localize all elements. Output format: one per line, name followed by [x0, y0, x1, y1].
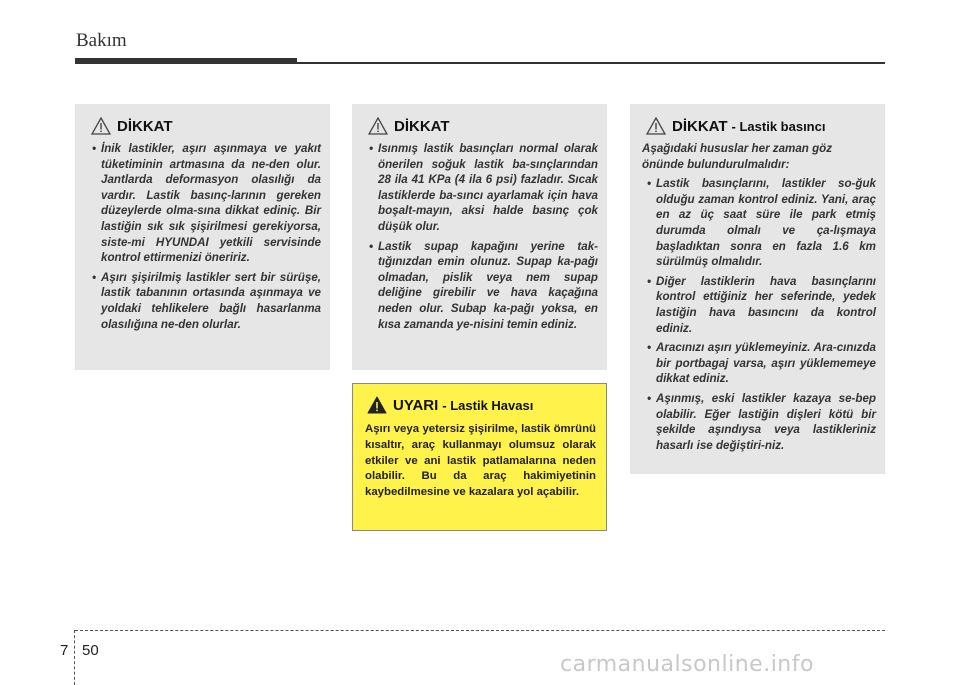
- caution-3-list: [642, 176, 876, 453]
- page-number: 50: [82, 642, 99, 659]
- caution-3-intro: Aşağıdaki hususlar her zaman göz önünde bulundurulmalıdır:: [642, 142, 833, 171]
- caution-box-1-title: [91, 117, 321, 135]
- caution-label: DİKKAT: [672, 117, 728, 135]
- chapter-number: 7: [60, 642, 69, 659]
- footer-rule: [75, 630, 885, 632]
- list-item: • Aşırı şişirilmiş lastikler sert bir sürüşe, lastik tabanının ortasında aşınmaya ve yoldaki tehlikelere bağlı hasarlanma olasılığına ne-den olurlar.: [87, 270, 321, 332]
- header-rule: [297, 62, 885, 64]
- header-bar: [75, 58, 297, 64]
- caution-box-1: [75, 104, 330, 370]
- caution-label: DİKKAT: [117, 117, 173, 135]
- caution-2-list: [364, 141, 598, 332]
- warning-triangle-icon: [367, 396, 387, 414]
- caution-box-2-title: [368, 117, 598, 135]
- caution-box-2: [352, 104, 607, 370]
- list-item: • Lastik basınçlarını, lastikler so-ğuk olduğu zaman kontrol ediniz. Yani, araç en az üç saat süre ile park etmiş durumda olmalı ve ça-lışmaya başladıktan sonra en fazla 1.6 km sürülmüş olmalıdır.: [642, 176, 876, 270]
- list-item: • Aracınızı aşırı yüklemeyiniz. Ara-cınızda bir portbagaj varsa, aşırı yüklememeye dikkat ediniz.: [642, 340, 876, 387]
- caution-triangle-icon: [368, 117, 388, 135]
- caution-triangle-icon: [646, 117, 666, 135]
- list-item: • İnik lastikler, aşırı aşınmaya ve yakıt tüketiminin artmasına da ne-den olur. Jantlarda deformasyon olasılığı da vardır. Lastik basınç-larının gereken düzeylerde olma-sına dikkat ediniç. Bir lastiğin sık sık şişirilmesi gerekiyorsa, siste-mi HYUNDAI yetkili servisinde kontrol ettirmenizi öneririz.: [87, 141, 321, 266]
- list-item: • Diğer lastiklerin hava basınçlarını kontrol ettiğiniz her seferinde, yedek lastiğin hava basıncını da kontrol ediniz.: [642, 274, 876, 336]
- caution-triangle-icon: [91, 117, 111, 135]
- caution-label: DİKKAT: [394, 117, 450, 135]
- warning-box: [352, 383, 607, 531]
- list-item: • Isınmış lastik basınçları normal olarak önerilen soğuk lastik ba-sınçlarından 28 ila 41 KPa (4 ila 6 psi) fazladır. Sıcak lastiklerde ba-sıncı ayarlamak için hava boşalt-mayın, aksi halde basınç çok düşük olur.: [364, 141, 598, 235]
- footer-divider: [74, 630, 76, 685]
- caution-subtitle: - Lastik basıncı: [731, 118, 826, 134]
- warning-text: Aşırı veya yetersiz şişirilme, lastik ömrünü kısaltır, araç kullanmayı olumsuz olarak etkiler ve ani lastik patlamalarına neden olabilir. Bu da araç hakimiyetinin kaybedilmesine ve kazalara yol açabilir.: [365, 423, 596, 499]
- warning-label: UYARI: [393, 396, 439, 414]
- warning-title: [367, 396, 596, 414]
- caution-1-list: [87, 141, 321, 332]
- watermark: carmanualsonline.info: [560, 652, 814, 677]
- list-item: • Lastik supap kapağını yerine tak-tığınızdan emin olunuz. Supap ka-pağı olmadan, pislik veya nem supap deliğine girebilir ve hava kaçağına neden olur. Subap ka-pağı yoksa, en kısa zamanda ye-nisini temin ediniz.: [364, 239, 598, 333]
- section-title: Bakım: [76, 30, 127, 51]
- caution-box-3-title: [646, 117, 876, 135]
- list-item: • Aşınmış, eski lastikler kazaya se-bep olabilir. Eğer lastiğin dişleri kötü bir şekilde aşındıysa veya lastikleriniz hasarlı ise değiştiri-niz.: [642, 391, 876, 453]
- caution-box-3: [630, 104, 885, 474]
- warning-subtitle: - Lastik Havası: [442, 397, 534, 413]
